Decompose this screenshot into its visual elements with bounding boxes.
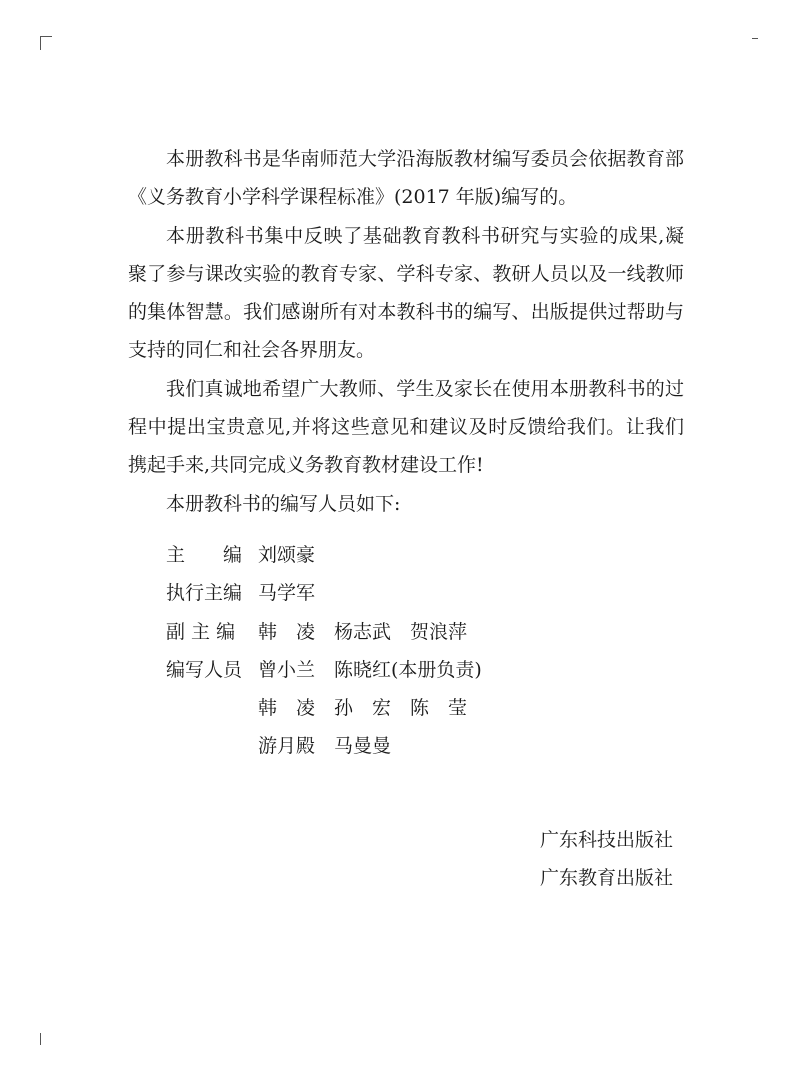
crop-mark-top-left-horizontal <box>40 36 52 37</box>
credit-row-chief-editor <box>166 536 482 574</box>
crop-mark-top-left-vertical <box>40 36 41 50</box>
credit-names: 刘颂豪 <box>258 544 316 566</box>
credit-names: 曾小兰 陈晓红(本册负责) <box>258 658 482 681</box>
credit-role <box>166 727 258 765</box>
credit-role: 编写人员 <box>166 658 243 681</box>
credit-row-deputy-editor <box>166 613 482 651</box>
crop-mark-top-right <box>752 38 758 39</box>
credit-names: 韩 凌 杨志武 贺浪萍 <box>258 620 468 643</box>
credit-role: 主 编 <box>166 544 243 566</box>
credit-names: 游月殿 马曼曼 <box>258 735 392 758</box>
credit-row-writers-continued-1 <box>166 689 482 727</box>
preface-body <box>128 140 684 523</box>
publisher-name: 广东科技出版社 <box>540 829 674 851</box>
credit-role <box>166 689 258 727</box>
credit-row-writers <box>166 651 482 689</box>
editors-heading: 本册教科书的编写人员如下: <box>166 492 401 515</box>
crop-mark-bottom-left <box>40 1033 41 1045</box>
preface-paragraph-3: 我们真诚地希望广大教师、学生及家长在使用本册教科书的过程中提出宝贵意见,并将这些意见和建议及时反馈给我们。让我们携起手来,共同完成义务教育教材建设工作! <box>128 377 684 477</box>
publishers <box>540 821 673 898</box>
preface-paragraph-2: 本册教科书集中反映了基础教育教科书研究与实验的成果,凝聚了参与课改实验的教育专家、学科专家、教研人员以及一线教师的集体智慧。我们感谢所有对本教科书的编写、出版提供过帮助与支持的同仁和社会各界朋友。 <box>128 224 684 362</box>
publisher-name: 广东教育出版社 <box>540 867 674 890</box>
preface-paragraph-1: 本册教科书是华南师范大学沿海版教材编写委员会依据教育部《义务教育小学科学课程标准》(2017 年版)编写的。 <box>128 148 684 209</box>
credit-names: 马学军 <box>258 582 316 605</box>
credit-row-writers-continued-2 <box>166 727 482 765</box>
editor-credits <box>166 536 482 766</box>
credit-names: 韩 凌 孙 宏 陈 莹 <box>258 697 468 720</box>
credit-row-executive-editor <box>166 574 482 612</box>
credit-role: 副 主 编 <box>166 620 236 643</box>
credit-role: 执行主编 <box>166 582 243 605</box>
